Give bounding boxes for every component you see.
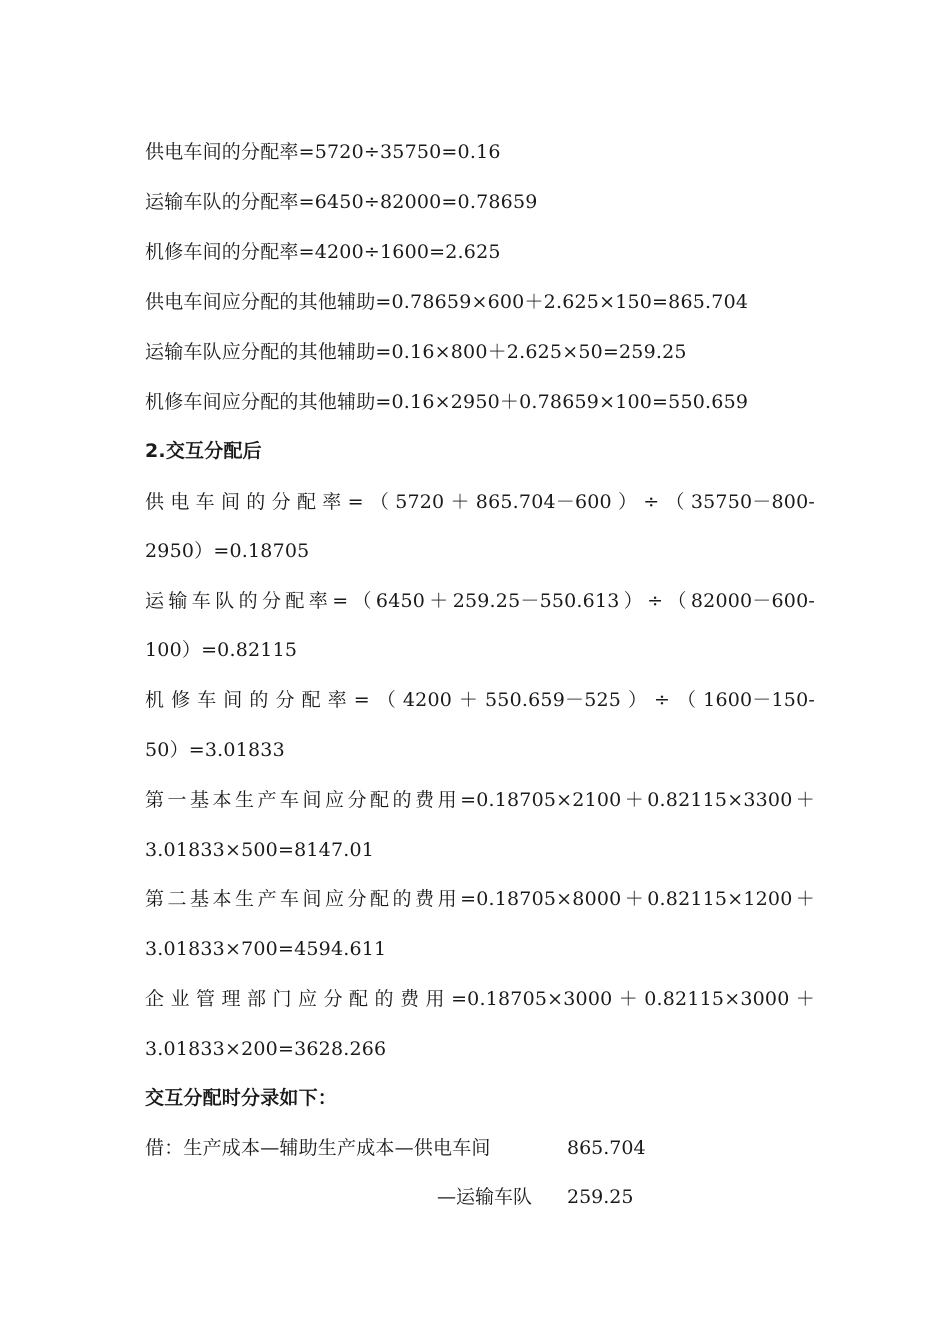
text-line: 第一基本生产车间应分配的费用=0.18705×2100＋0.82115×3300＋ bbox=[145, 789, 815, 811]
sub-account-line: —运输车队 bbox=[437, 1186, 533, 1208]
text-line: 3.01833×700=4594.611 bbox=[145, 938, 387, 960]
text-line: 机修车间的分配率=（4200＋550.659－525）÷（1600－150- bbox=[145, 689, 815, 711]
debit-amount: 865.704 bbox=[567, 1137, 646, 1159]
sub-account-amount: 259.25 bbox=[567, 1186, 634, 1208]
text-line: 运输车队的分配率=（6450＋259.25－550.613）÷（82000－600- bbox=[145, 590, 815, 612]
text-line: 企业管理部门应分配的费用=0.18705×3000＋0.82115×3000＋ bbox=[145, 988, 815, 1010]
text-line: 运输车队应分配的其他辅助=0.16×800＋2.625×50=259.25 bbox=[145, 341, 687, 363]
section-heading: 2.交互分配后 bbox=[145, 440, 262, 462]
text-line: 供电车间应分配的其他辅助=0.78659×600＋2.625×150=865.704 bbox=[145, 291, 749, 313]
text-line: 100）=0.82115 bbox=[145, 639, 298, 661]
text-line: 3.01833×500=8147.01 bbox=[145, 839, 375, 861]
text-line: 3.01833×200=3628.266 bbox=[145, 1038, 387, 1060]
text-line: 机修车间的分配率=4200÷1600=2.625 bbox=[145, 241, 501, 263]
debit-line: 借：生产成本—辅助生产成本—供电车间 bbox=[145, 1137, 491, 1159]
text-line: 机修车间应分配的其他辅助=0.16×2950＋0.78659×100=550.659 bbox=[145, 391, 749, 413]
text-line: 2950）=0.18705 bbox=[145, 540, 310, 562]
text-line: 运输车队的分配率=6450÷82000=0.78659 bbox=[145, 191, 538, 213]
text-line: 供电车间的分配率=（5720＋865.704－600）÷（35750－800- bbox=[145, 491, 815, 513]
entries-heading: 交互分配时分录如下： bbox=[145, 1087, 338, 1109]
text-line: 50）=3.01833 bbox=[145, 739, 285, 761]
text-line: 供电车间的分配率=5720÷35750=0.16 bbox=[145, 141, 501, 163]
text-line: 第二基本生产车间应分配的费用=0.18705×8000＋0.82115×1200＋ bbox=[145, 888, 815, 910]
